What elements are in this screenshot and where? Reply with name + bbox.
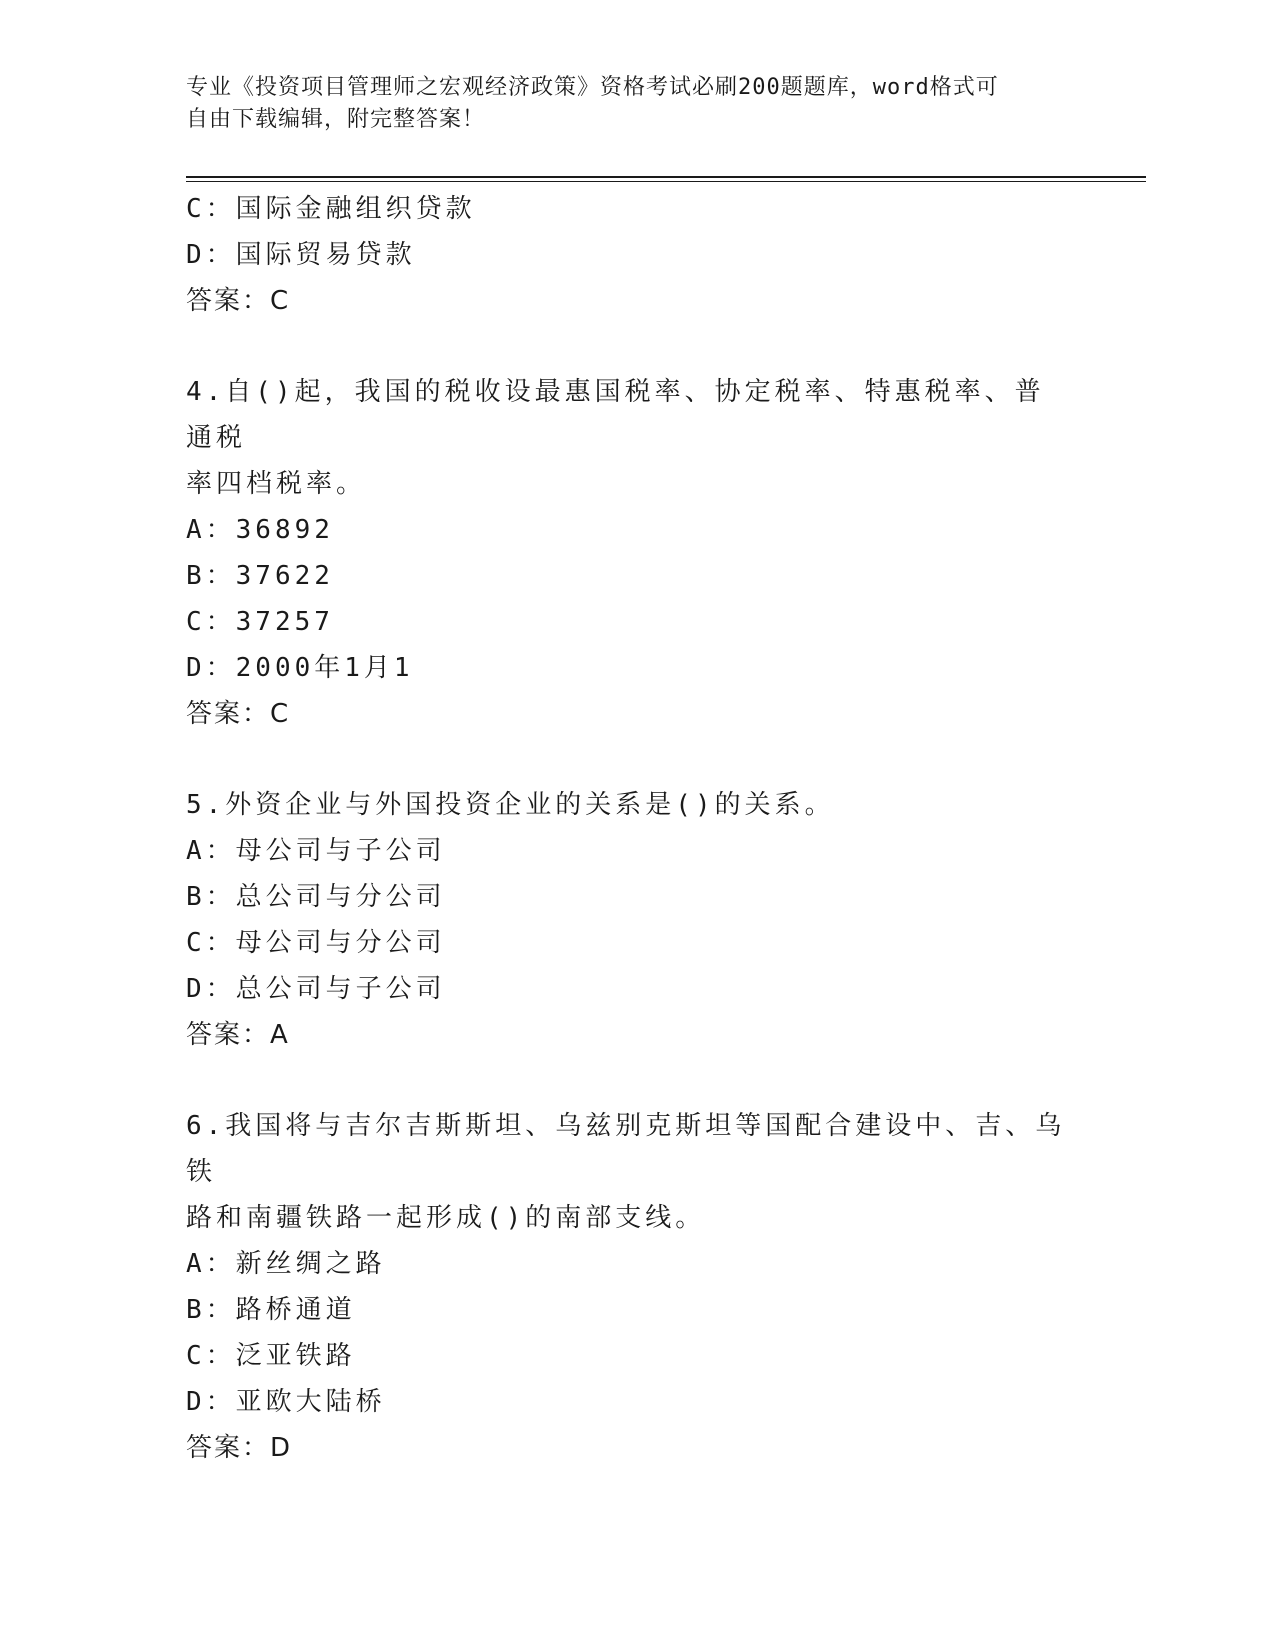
option-b: B：总公司与分公司	[186, 882, 446, 912]
answer-line: 答案：C	[186, 699, 291, 729]
option-d: D：总公司与子公司	[186, 974, 446, 1004]
question-4	[186, 369, 1066, 737]
option-a: A：新丝绸之路	[186, 1249, 386, 1279]
answer-line: 答案：D	[186, 1433, 293, 1463]
option-c: C：泛亚铁路	[186, 1341, 356, 1371]
question-stem-line: 4.自()起，我国的税收设最惠国税率、协定税率、特惠税率、普通税	[186, 377, 1045, 453]
question-3-partial	[186, 186, 1066, 324]
header-line-1: 专业《投资项目管理师之宏观经济政策》资格考试必刷200题题库，word格式可	[186, 75, 999, 100]
option-a: A：母公司与子公司	[186, 836, 446, 866]
question-5	[186, 782, 1066, 1058]
option-d: D：国际贸易贷款	[186, 240, 416, 270]
header-divider-thin	[186, 181, 1146, 182]
option-c: C：37257	[186, 607, 334, 637]
question-6	[186, 1103, 1066, 1471]
option-a: A：36892	[186, 515, 334, 545]
option-c: C：国际金融组织贷款	[186, 194, 476, 224]
option-c: C：母公司与分公司	[186, 928, 446, 958]
header-line-2: 自由下载编辑，附完整答案！	[186, 107, 486, 132]
question-stem-line: 路和南疆铁路一起形成()的南部支线。	[186, 1203, 706, 1233]
answer-line: 答案：C	[186, 286, 291, 316]
header-divider-thick	[186, 176, 1146, 178]
question-stem-line: 5.外资企业与外国投资企业的关系是()的关系。	[186, 790, 835, 820]
option-d: D：2000年1月1	[186, 653, 414, 683]
document-header	[186, 72, 1066, 136]
question-list	[186, 186, 1066, 1471]
option-b: B：路桥通道	[186, 1295, 356, 1325]
question-stem-line: 率四档税率。	[186, 469, 367, 499]
question-stem-line: 6.我国将与吉尔吉斯斯坦、乌兹别克斯坦等国配合建设中、吉、乌铁	[186, 1111, 1066, 1187]
option-d: D：亚欧大陆桥	[186, 1387, 386, 1417]
option-b: B：37622	[186, 561, 334, 591]
answer-line: 答案：A	[186, 1020, 290, 1050]
